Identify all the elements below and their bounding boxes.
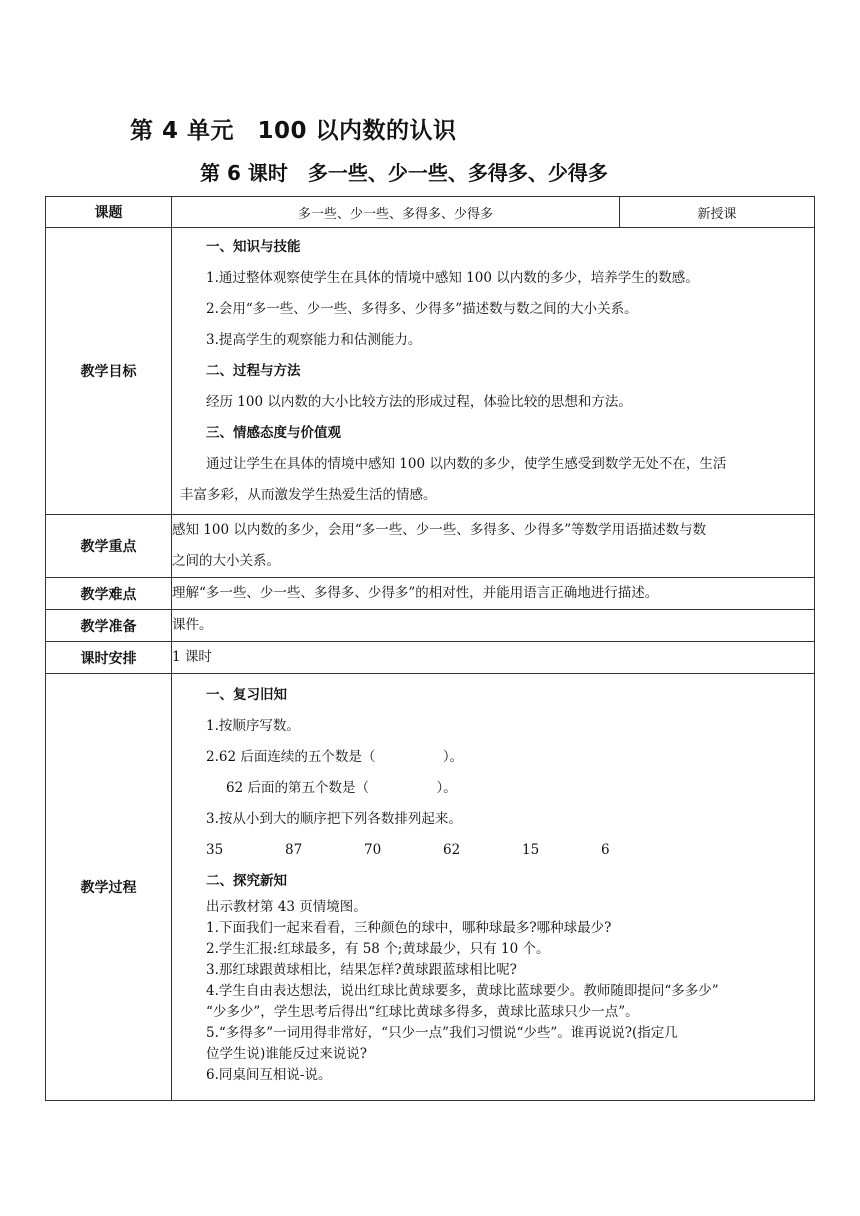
- process-item: 1.按顺序写数。: [206, 718, 300, 734]
- goals-content: [172, 228, 815, 515]
- difficulty-row: [46, 578, 815, 610]
- topic-label: 课题: [46, 197, 172, 228]
- process-item: 4.学生自由表达想法，说出红球比黄球要多，黄球比蓝球要少。教师随即提问“多多少”: [206, 983, 719, 999]
- process-item: 出示教材第 43 页情境图。: [206, 899, 367, 915]
- unit-title: 第 4 单元 100 以内数的认识: [130, 118, 457, 144]
- process-item: 6.同桌间互相说-说。: [206, 1067, 332, 1083]
- goals-label: 教学目标: [46, 228, 172, 515]
- prep-row: [46, 610, 815, 642]
- goals-item: 2.会用“多一些、少一些、多得多、少得多”描述数与数之间的大小关系。: [206, 300, 638, 317]
- number-item: 62: [443, 842, 461, 858]
- process-content: [172, 674, 815, 1101]
- process-item: 2.62 后面连续的五个数是（ ）。: [206, 749, 464, 765]
- process-item: 5.“多得多”一词用得非常好，“只少一点”我们习惯说“少些”。谁再说说?(指定几: [206, 1025, 678, 1041]
- topic-row: [46, 197, 815, 228]
- number-item: 87: [285, 842, 303, 858]
- prep-label: 教学准备: [46, 610, 172, 642]
- goals-section-2: 二、过程与方法: [206, 362, 301, 379]
- goals-row: [46, 228, 815, 515]
- topic-value: 多一些、少一些、多得多、少得多: [172, 197, 620, 228]
- goals-item: 3.提高学生的观察能力和估测能力。: [206, 331, 422, 348]
- lesson-plan-table: [45, 196, 815, 1101]
- difficulty-label: 教学难点: [46, 578, 172, 610]
- number-item: 6: [601, 842, 610, 858]
- goals-section-1: 一、知识与技能: [206, 238, 301, 255]
- process-item: 2.学生汇报:红球最多，有 58 个;黄球最少，只有 10 个。: [206, 941, 550, 957]
- key-points-label: 教学重点: [46, 515, 172, 578]
- number-item: 15: [522, 842, 540, 858]
- lesson-subtitle: 第 6 课时 多一些、少一些、多得多、少得多: [200, 161, 608, 185]
- process-section-1: 一、复习旧知: [206, 687, 287, 703]
- key-points-row: [46, 515, 815, 578]
- process-row: [46, 674, 815, 1101]
- prep-content: 课件。: [172, 610, 815, 642]
- goals-item: 通过让学生在具体的情境中感知 100 以内数的多少，使学生感受到数学无处不在，生活: [206, 455, 727, 472]
- process-item: 62 后面的第五个数是（ ）。: [226, 780, 457, 796]
- schedule-row: [46, 642, 815, 674]
- key-points-line: 之间的大小关系。: [172, 553, 280, 569]
- process-item-cont: “少多少”，学生思考后得出“红球比黄球多得多，黄球比蓝球只少一点”。: [206, 1004, 639, 1020]
- number-list: [172, 835, 814, 866]
- key-points-line: 感知 100 以内数的多少，会用“多一些、少一些、多得多、少得多”等数学用语描述数与数: [172, 522, 707, 538]
- goals-item: 经历 100 以内数的大小比较方法的形成过程，体验比较的思想和方法。: [206, 393, 632, 410]
- key-points-content: [172, 515, 815, 578]
- number-item: 35: [206, 842, 224, 858]
- process-label: 教学过程: [46, 674, 172, 1101]
- schedule-content: 1 课时: [172, 642, 815, 674]
- process-item: 1.下面我们一起来看看，三种颜色的球中，哪种球最多?哪种球最少?: [206, 920, 612, 936]
- lesson-type: 新授课: [620, 197, 815, 228]
- process-section-2: 二、探究新知: [206, 873, 287, 889]
- number-item: 70: [364, 842, 382, 858]
- goals-item: 1.通过整体观察使学生在具体的情境中感知 100 以内数的多少，培养学生的数感。: [206, 269, 699, 286]
- difficulty-content: 理解“多一些、少一些、多得多、少得多”的相对性，并能用语言正确地进行描述。: [172, 578, 815, 610]
- process-item: 3.那红球跟黄球相比，结果怎样?黄球跟蓝球相比呢?: [206, 962, 517, 978]
- process-item: 3.按从小到大的顺序把下列各数排列起来。: [206, 811, 462, 827]
- goals-section-3: 三、情感态度与价值观: [206, 424, 341, 441]
- process-item-cont: 位学生说)谁能反过来说说?: [206, 1046, 368, 1062]
- schedule-label: 课时安排: [46, 642, 172, 674]
- goals-item-cont: 丰富多彩，从而激发学生热爱生活的情感。: [180, 486, 437, 503]
